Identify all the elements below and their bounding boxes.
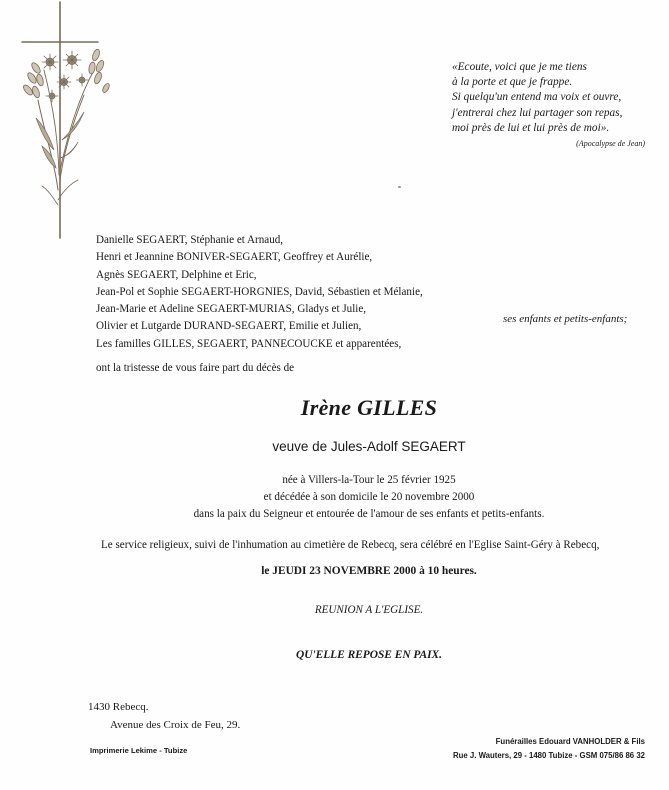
peace-line: dans la paix du Seigneur et entourée de l'amour de ses enfants et petits-enfants. bbox=[193, 508, 545, 520]
address-city: 1430 Rebecq. bbox=[88, 701, 149, 713]
reunion-note: REUNION A L'EGLISE. bbox=[314, 604, 424, 616]
quote-line: «Ecoute, voici que je me tiens bbox=[452, 61, 587, 73]
repose-note: QU'ELLE REPOSE EN PAIX. bbox=[296, 649, 442, 661]
service-info: Le service religieux, suivi de l'inhumation au cimetière de Rebecq, sera célébré en l'Eglise Saint-Géry à Rebecq, bbox=[101, 539, 600, 551]
funeral-home-name: Funérailles Edouard VANHOLDER & Fils bbox=[495, 737, 645, 746]
death-info: et décédée à son domicile le 20 novembre 2000 bbox=[263, 491, 475, 503]
family-line: Les familles GILLES, SEGAERT, PANNECOUCKE et apparentées, bbox=[96, 337, 402, 350]
quote-line: moi près de lui et lui près de moi». bbox=[452, 121, 610, 134]
address-street: Avenue des Croix de Feu, 29. bbox=[110, 719, 241, 731]
deceased-name: Irène GILLES bbox=[300, 395, 438, 420]
family-line: Jean-Pol et Sophie SEGAERT-HORGNIES, David, Sébastien et Mélanie, bbox=[96, 285, 423, 298]
quote-line: j'entrerai chez lui partager son repas, bbox=[452, 106, 623, 119]
family-suffix: ses enfants et petits-enfants; bbox=[503, 313, 628, 325]
printer-credit: Imprimerie Lekime - Tubize bbox=[90, 746, 188, 755]
widow-of: veuve de Jules-Adolf SEGAERT bbox=[272, 439, 466, 454]
family-line: Agnès SEGAERT, Delphine et Eric, bbox=[96, 268, 257, 281]
funeral-home bbox=[453, 735, 645, 762]
family-line: Olivier et Lutgarde DURAND-SEGAERT, Emilie et Julien, bbox=[96, 320, 362, 333]
family-line: Jean-Marie et Adeline SEGAERT-MURIAS, Gladys et Julie, bbox=[96, 303, 367, 316]
family-line: Danielle SEGAERT, Stéphanie et Arnaud, bbox=[96, 234, 284, 246]
birth-info: née à Villers-la-Tour le 25 février 1925 bbox=[282, 474, 456, 486]
cross-with-wheat-and-cornflowers-icon bbox=[14, 0, 114, 240]
service-date: le JEUDI 23 NOVEMBRE 2000 à 10 heures. bbox=[261, 565, 477, 577]
family-line: Henri et Jeannine BONIVER-SEGAERT, Geoffrey et Aurélie, bbox=[96, 251, 373, 264]
announcement-intro: ont la tristesse de vous faire part du décès de bbox=[96, 362, 295, 374]
quote-source: (Apocalypse de Jean) bbox=[576, 139, 645, 148]
funeral-home-address: Rue J. Wauters, 29 - 1480 Tubize - GSM 075/86 86 32 bbox=[453, 750, 645, 760]
bible-quote bbox=[452, 60, 652, 136]
quote-line: à la porte et que je frappe. bbox=[452, 76, 573, 89]
paper-speck bbox=[398, 186, 401, 188]
family-list bbox=[96, 232, 423, 353]
quote-line: Si quelqu'un entend ma voix et ouvre, bbox=[452, 91, 622, 104]
